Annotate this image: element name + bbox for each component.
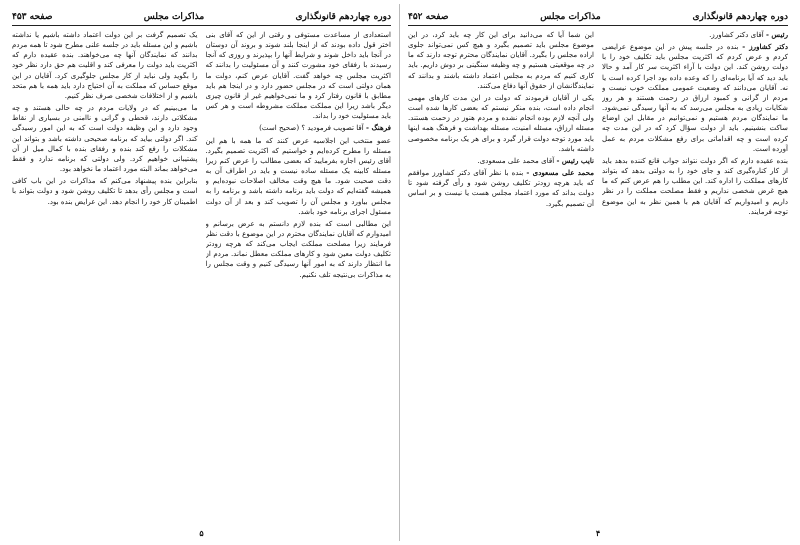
paragraph: رئیس - آقای دکتر کشاورز. [709,30,788,39]
right-page-left-column [408,30,594,527]
paragraph: یکی از آقایان فرمودند که دولت در این مدت کارهای مهمی انجام داده است، بنده منکر نیستم که بعضی کارها شده است ولی آنچه لازم بوده انجام نشده و مردم هنوز در زحمت هستند. مسئله ارزاق، مسئله امنیت، مسئله بهداشت و فرهنگ همه اینها باید مورد توجه دولت قرار گیرد و برای هر یک برنامه مخصوصی داشته باشد. [408,92,594,153]
paragraph: نایب رئیس - آقای محمد علی مسعودی. [477,155,594,165]
right-page-number: صفحه ۴۵۲ [408,11,449,22]
paragraph: این شما آیا که می‌دانید برای این کار چه باید کرد، در این موضوع مجلس باید تصمیم بگیرد و هیچ کس نمی‌تواند جلوی اراده مجلس را بگیرد. آقایان نمایندگان محترم توجه دارند که ما در چه موقعیتی هستیم و چه وظیفه سنگینی بر دوش داریم. باید کاری کنیم که مردم به مجلس اعتماد داشته باشند و بدانند که نمایندگانشان از حقوق آنها دفاع می‌کنند. [408,30,594,90]
left-page-section-title: مذاکرات مجلس [143,11,205,22]
paragraph: عضو منتخب این اجلاسیه عرض کنند که ما همه با هم این مسئله را مطرح کرده‌ایم و خواستیم که اکثریت تصمیم بگیرد. آقای رئیس اجازه بفرمایید که بعضی مطالب را عرض کنم زیرا مسئله کابینه یک مسئله ساده نیست و باید در اطراف آن به دقت صحبت شود. ما هیچ وقت مخالف اصلاحات نبوده‌ایم و همیشه گفته‌ایم که دولت باید برنامه داشته باشد و برنامه را به مجلس بیاورد و مجلس آن را تصویب کند و بعد از آن دولت مسئول اجرای برنامه خود باشد. [205,135,391,216]
left-page-header [12,10,391,26]
left-page [4,4,400,541]
speaker-name: محمد علی مسعودی - [526,168,594,178]
right-page-columns [408,30,788,527]
right-page-right-column [602,30,788,527]
right-page [400,4,796,541]
left-page-number: صفحه ۴۵۳ [12,11,53,22]
paragraph: ما می‌بینیم که در ولایات مردم در چه حالی هستند و چه مشکلاتی دارند، قحطی و گرانی و ناامنی در بسیاری از نقاط وجود دارد و این وظیفه دولت است که به این امور رسیدگی کند. اگر دولتی بیاید که برنامه صحیحی داشته باشد و بتواند این مشکلات را رفع کند بنده و رفقای بنده با کمال میل از آن پشتیبانی خواهیم کرد. ولی دولتی که برنامه ندارد و فقط می‌خواهد بماند البته مورد اعتماد ما نخواهد بود. [12,103,198,174]
paragraph: محمد علی مسعودی - بنده با نظر آقای دکتر کشاورز موافقم که باید هرچه زودتر تکلیف روشن شود و رأی گرفته شود تا دولت بداند که مورد اعتماد مجلس هست یا نیست و بر اساس آن تصمیم بگیرد. [408,168,594,208]
document-spread [4,4,796,541]
speaker-name: فرهنگ - [366,123,391,133]
paragraph: دکتر کشاورز - بنده در جلسه پیش در این موضوع عرایضی کردم و عرض کردم که اکثریت مجلس باید تکلیف خود را با دولت روشن کند. این دولت با آراء اکثریت سر کار آمد و حالا باید دید که آیا برنامه‌ای را که وعده داده بود اجرا کرده است یا نه. آقایان می‌دانند که وضعیت عمومی مملکت خوب نیست و مردم از گرانی و کمبود ارزاق در زحمت هستند و هر روز شکایات زیادی به مجلس می‌رسد که به آنها رسیدگی نمی‌شود. ما نمایندگان مردم هستیم و نمی‌توانیم در مقابل این اوضاع ساکت بنشینیم. باید از دولت سؤال کرد که در این مدت چه کرده است و چه اقداماتی برای رفع مشکلات مردم به عمل آورده است. [602,42,788,153]
paragraph: یک تصمیم گرفت بر این دولت اعتماد داشته باشیم یا نداشته باشیم و این مسئله باید در جلسه علنی مطرح شود تا همه مردم بدانند که نمایندگان آنها چه می‌خواهند. بنده عقیده دارم که اکثریت باید دولت را معرفی کند و اقلیت هم حق دارد نظر خود را بگوید ولی نباید از کار مجلس جلوگیری کرد. آقایان در این موقع حساس که مملکت به آن احتیاج دارد باید همه با هم متحد باشیم و از اختلافات شخصی صرف نظر کنیم. [12,30,198,100]
paragraph: فرهنگ - آقا تصویب فرمودید ؟ (صحیح است) [259,123,391,133]
paragraph: بنابراین بنده پیشنهاد می‌کنم که مذاکرات در این باب کافی است و مجلس رأی بدهد تا تکلیف روشن شود و دولت بتواند با اطمینان کار خود را انجام دهد. این عرایض بنده بود. [12,176,198,206]
paragraph: این مطالبی است که بنده لازم دانستم به عرض برسانم و امیدوارم که آقایان نمایندگان محترم در این موضوع با دقت نظر فرمایند زیرا مصلحت مملکت ایجاب می‌کند که هرچه زودتر تکلیف دولت معین شود و کارهای مملکت معطل نماند. مردم از ما انتظار دارند که به امور آنها رسیدگی کنیم و وقت مجلس را به مذاکرات بی‌نتیجه تلف نکنیم. [205,218,391,279]
left-page-session-title: دوره چهاردهم قانونگذاری [295,11,391,22]
left-page-right-column [206,30,392,527]
left-page-footer: ۵ [199,528,204,538]
right-page-header [408,10,788,26]
right-page-session-title: دوره چهاردهم قانونگذاری [692,11,788,22]
speaker-name: نایب رئیس - [556,155,594,165]
right-page-footer: ۴ [595,528,601,538]
paragraph: استعدادی از مساعدت مستوفی و رقتی از این که آقای بنی اختر قول داده بودند که از اینجا بلند شوند و بروند آن دوستان در آنجا باید داخل شوند و شرایط آنها را بپذیرند و روزی که آنجا رسیدند با رفقای خود مشورت کنند و آن مسئولیت را بدانند که اکثریت مجلس چه خواهد گفت. آقایان عرض کنم، دولت ما همان دولتی است که در مجلس حضور دارد و در اینجا هم باید مطابق با قانون رفتار کرد و ما نمی‌خواهیم غیر از قانون چیزی دیگر باشد زیرا این مملکت مملکت مشروطه است و هر کس باید مسئولیت خود را بداند. [205,30,391,121]
right-page-section-title: مذاکرات مجلس [540,11,601,22]
paragraph: بنده عقیده دارم که اگر دولت نتواند جواب قانع کننده بدهد باید از کار کناره‌گیری کند و جای خود را به دولتی بدهد که بتواند کارهای مملکت را اداره کند. این مطلب را هم عرض کنم که ما هیچ غرض شخصی نداریم و فقط مصلحت مملکت را در نظر داریم و امیدواریم که آقایان هم با همین نظر به این موضوع توجه فرمایند. [602,155,788,216]
left-page-left-column [12,30,198,527]
speaker-name: رئیس - [766,30,788,39]
left-page-columns [12,30,391,527]
speaker-name: دکتر کشاورز - [742,42,788,52]
